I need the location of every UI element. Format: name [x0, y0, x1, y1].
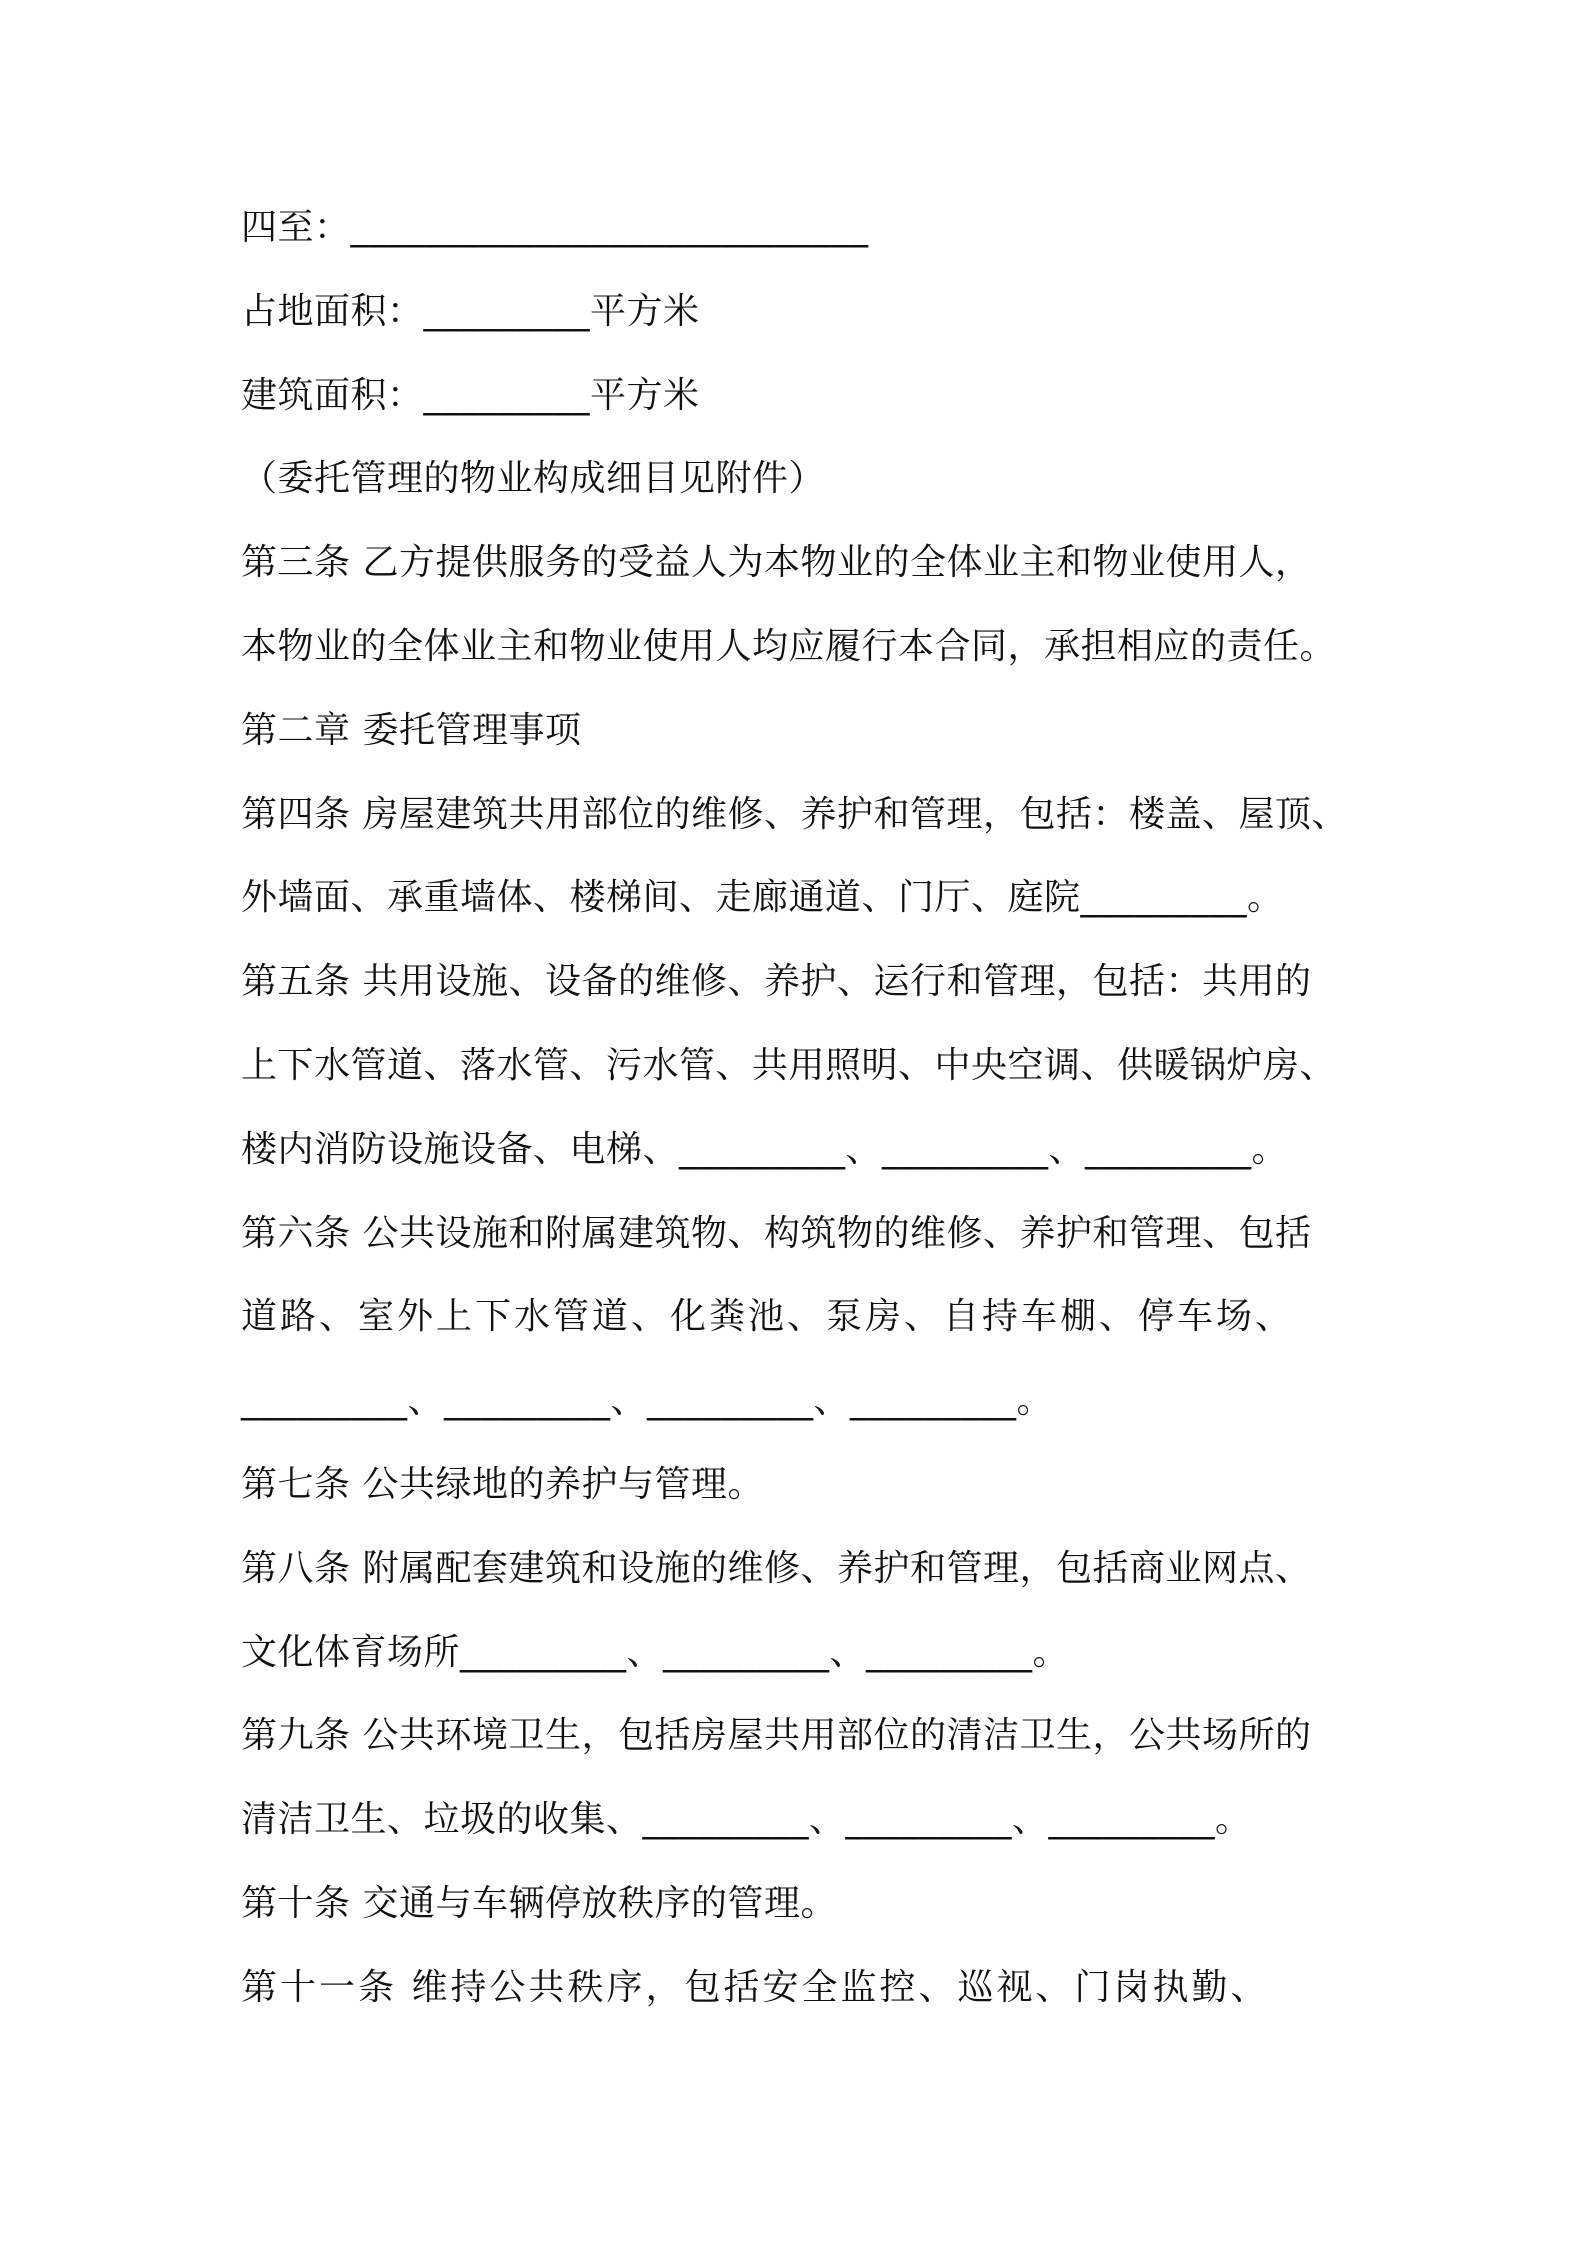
- article-5-line-3: 楼内消防设施设备、电梯、_________、_________、_________。: [241, 1129, 1289, 1170]
- land-area-line: 占地面积：_________平方米: [241, 291, 700, 332]
- chapter-2-heading: 第二章 委托管理事项: [241, 710, 582, 751]
- article-9-line-2: 清洁卫生、垃圾的收集、_________、_________、_________。: [241, 1799, 1252, 1840]
- article-9-line-1: 第九条 公共环境卫生，包括房屋共用部位的清洁卫生，公共场所的: [241, 1715, 1312, 1756]
- article-10-line: 第十条 交通与车辆停放秩序的管理。: [241, 1883, 837, 1924]
- article-3-line-1: 第三条 乙方提供服务的受益人为本物业的全体业主和物业使用人，: [241, 542, 1312, 583]
- article-11-line-1: 第十一条 维持公共秩序，包括安全监控、巡视、门岗执勤、: [241, 1967, 1270, 2008]
- article-5-line-1: 第五条 共用设施、设备的维修、养护、运行和管理，包括：共用的: [241, 961, 1312, 1002]
- article-3-line-2: 本物业的全体业主和物业使用人均应履行本合同，承担相应的责任。: [241, 626, 1337, 667]
- building-area-line: 建筑面积：_________平方米: [241, 375, 700, 416]
- article-5-line-2: 上下水管道、落水管、污水管、共用照明、中央空调、供暖锅炉房、: [241, 1045, 1337, 1086]
- article-8-line-2: 文化体育场所_________、_________、_________。: [241, 1632, 1070, 1673]
- article-4-line-2: 外墙面、承重墙体、楼梯间、走廊通道、门厅、庭院_________。: [241, 877, 1284, 918]
- appendix-note: （委托管理的物业构成细目见附件）: [241, 458, 826, 499]
- article-6-line-1: 第六条 公共设施和附属建筑物、构筑物的维修、养护和管理、包括: [241, 1213, 1312, 1254]
- article-7-line: 第七条 公共绿地的养护与管理。: [241, 1464, 764, 1505]
- article-8-line-1: 第八条 附属配套建筑和设施的维修、养护和管理，包括商业网点、: [241, 1548, 1312, 1589]
- article-4-line-1: 第四条 房屋建筑共用部位的维修、养护和管理，包括：楼盖、屋顶、: [241, 794, 1348, 835]
- article-6-line-3: _________、_________、_________、_________。: [241, 1380, 1053, 1421]
- article-6-line-2: 道路、室外上下水管道、化粪池、泵房、自持车棚、停车场、: [241, 1296, 1295, 1337]
- boundaries-line: 四至：____________________________: [241, 207, 869, 248]
